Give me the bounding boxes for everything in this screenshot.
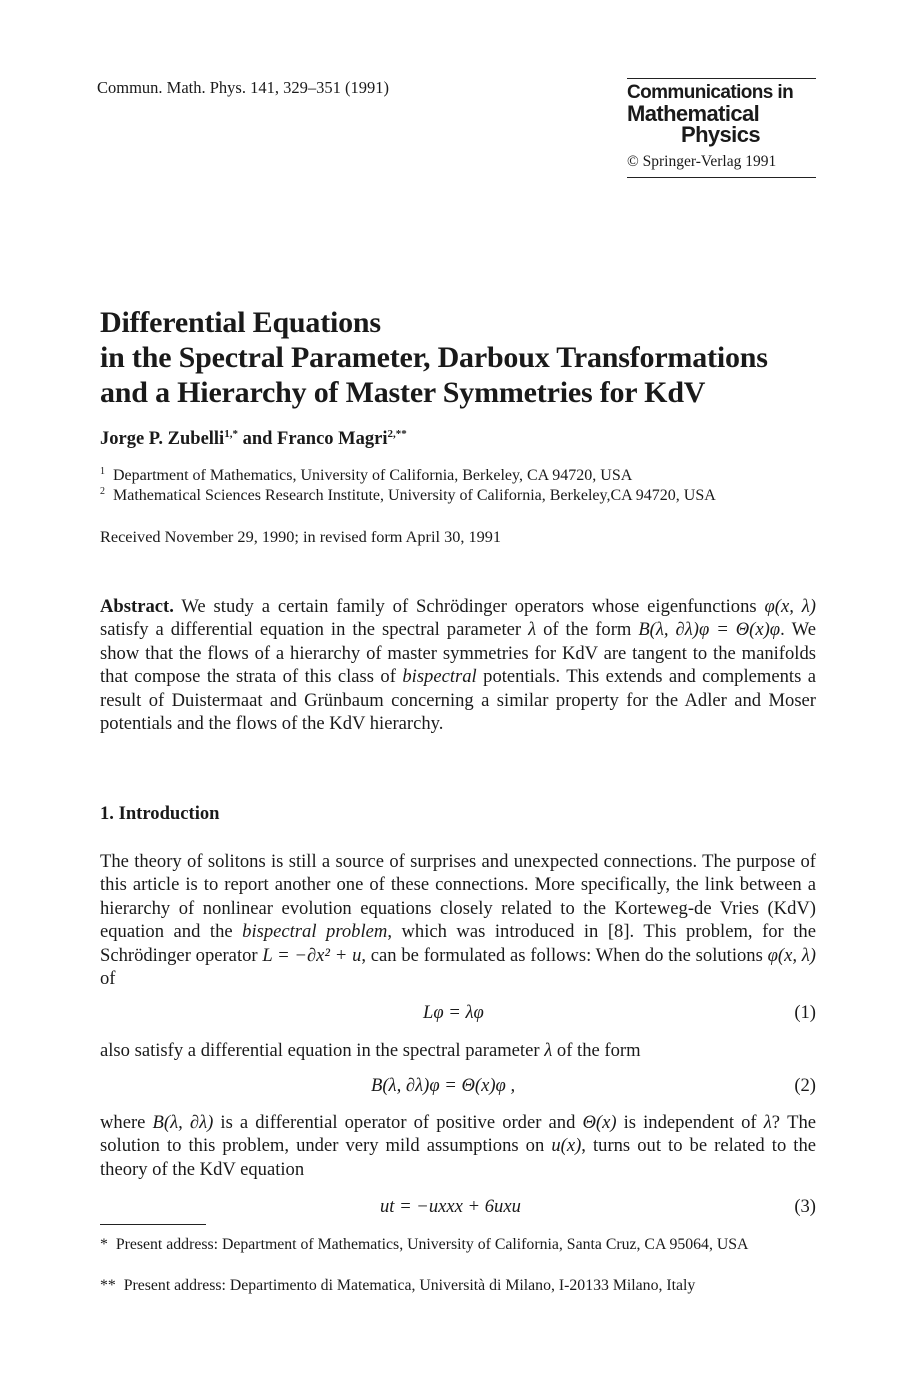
equation-3: ut = −uxxx + 6uxu <box>380 1196 521 1217</box>
math-inline: φ(x, λ) <box>764 596 816 617</box>
abstract-label: Abstract. <box>100 596 174 617</box>
math-inline: λ <box>763 1112 772 1133</box>
math-inline: Θ(x) <box>582 1112 617 1133</box>
math-inline: L = −∂x² + u <box>262 944 362 966</box>
abstract <box>100 595 816 735</box>
abstract-text: potentials. This extends and complements a result of Duistermaat and Grünbaum concerning a similar property for the Adler and Moser potentials and the flows of the KdV hierarchy. <box>100 666 816 735</box>
title-line-2: in the Spectral Parameter, Darboux Transformations <box>100 341 768 374</box>
equation-1-number: (1) <box>794 1002 816 1023</box>
body-text: The theory of solitons is still a source of surprises and unexpected connections. The purpose of this article is to report another one of these connections. More specifically, the link between a hierarchy of nonlinear evolution equations closely related to the Korteweg-de Vries (KdV) equation and the <box>100 851 816 943</box>
author-2-marks: 2,** <box>387 428 407 440</box>
journal-citation: Commun. Math. Phys. 141, 329–351 (1991) <box>97 78 389 97</box>
emphasis: bispectral <box>402 666 477 688</box>
affiliation-mark: 2 <box>100 486 105 497</box>
body-text: , can be formulated as follows: When do the solutions <box>361 944 768 966</box>
abstract-text: We study a certain family of Schrödinger operators whose eigenfunctions <box>181 596 765 617</box>
equation-1: Lφ = λφ <box>423 1002 484 1023</box>
body-text: is a differential operator of positive order and <box>213 1112 583 1133</box>
math-inline: B(λ, ∂λ)φ = Θ(x)φ <box>638 619 781 641</box>
body-text: of <box>100 968 116 990</box>
footnote-2 <box>100 1276 816 1296</box>
body-text: also satisfy a differential equation in the spectral parameter <box>100 1040 545 1061</box>
body-text: ? The solution to this problem, under very mild assumptions on <box>100 1112 817 1157</box>
footnote-text: Present address: Department of Mathematics, University of California, Santa Cruz, CA 95064, USA <box>115 1236 749 1253</box>
body-text: , turns out to be related to the theory of the KdV equation <box>100 1135 817 1180</box>
affiliation-1 <box>100 466 632 485</box>
body-text: , which was introduced in [8]. This problem, for the Schrödinger operator <box>100 921 816 966</box>
footnote-text: Present address: Departimento di Matematica, Università di Milano, I-20133 Milano, Italy <box>123 1277 696 1294</box>
equation-3-number: (3) <box>794 1196 816 1217</box>
math-inline: u(x) <box>551 1135 582 1157</box>
author-1: Jorge P. Zubelli <box>100 429 225 449</box>
abstract-text: . We show that the flows of a hierarchy of master symmetries for KdV are tangent to the manifolds that compose the strata of this class of <box>100 619 816 688</box>
intro-paragraph-2 <box>100 1039 816 1062</box>
math-inline: φ(x, λ) <box>767 944 816 966</box>
journal-logo-line2: Mathematical <box>627 101 760 126</box>
abstract-text: satisfy a differential equation in the spectral parameter <box>100 619 529 641</box>
body-text: where <box>100 1112 153 1133</box>
section-heading: 1. Introduction <box>100 803 220 824</box>
affiliation-mark: 1 <box>100 466 105 477</box>
footnote-mark: * <box>100 1236 108 1253</box>
affiliation-text: Mathematical Sciences Research Institute, University of California, Berkeley,CA 94720, USA <box>113 487 716 504</box>
title-line-3: and a Hierarchy of Master Symmetries for KdV <box>100 376 706 409</box>
body-text: of the form <box>552 1040 641 1061</box>
author-2: Franco Magri <box>277 429 388 449</box>
math-inline: λ <box>544 1040 553 1061</box>
journal-logo-line3: Physics <box>681 122 760 147</box>
footnote-rule <box>100 1224 206 1225</box>
journal-logo-line1: Communications in <box>627 82 794 103</box>
abstract-text: of the form <box>536 619 639 641</box>
affiliation-text: Department of Mathematics, University of California, Berkeley, CA 94720, USA <box>113 467 633 484</box>
title-line-1: Differential Equations <box>100 306 381 339</box>
author-1-marks: 1,* <box>224 428 238 440</box>
math-inline: B(λ, ∂λ) <box>152 1112 214 1133</box>
copyright-notice: © Springer-Verlag 1991 <box>627 153 777 170</box>
received-dates: Received November 29, 1990; in revised form April 30, 1991 <box>100 527 502 546</box>
footnote-1 <box>100 1235 816 1255</box>
journal-logo <box>627 78 816 178</box>
author-list <box>100 428 407 450</box>
equation-2-number: (2) <box>794 1075 816 1096</box>
affiliation-2 <box>100 486 716 505</box>
paper-title <box>100 305 768 410</box>
intro-paragraph-3 <box>100 1111 816 1181</box>
author-conjunction: and <box>242 429 273 449</box>
emphasis: bispectral problem <box>242 921 388 943</box>
body-text: is independent of <box>616 1112 764 1133</box>
footnote-mark: ** <box>100 1277 116 1294</box>
math-inline: λ <box>528 619 537 641</box>
equation-2: B(λ, ∂λ)φ = Θ(x)φ , <box>371 1075 516 1096</box>
intro-paragraph-1 <box>100 850 816 990</box>
